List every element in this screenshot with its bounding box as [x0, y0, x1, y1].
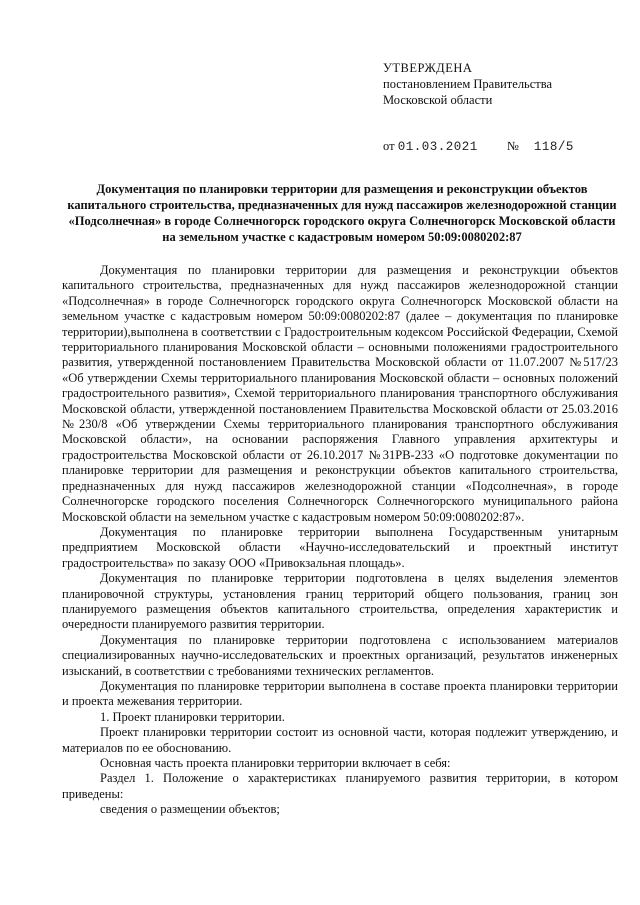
paragraph-purpose: Документация по планировке территории подготовлена в целях выделения элементов планировочной структуры, установления границ территорий общего пользования, границ зон планируемого размещения объектов капитального строительства, определения характеристик и очередности планируемого развития территории. [62, 571, 618, 632]
paragraph-performer: Документация по планировке территории выполнена Государственным унитарным предприятием Московской области «Научно-исследовательский и проектный институт градостроительства» по заказу ООО «Привокзальная площадь». [62, 524, 618, 570]
paragraph-composition: Документация по планировке территории выполнена в составе проекта планировки территории и проекта межевания территории. [62, 678, 618, 709]
decree-number-sign: № [506, 139, 519, 153]
decree-from-label: от [383, 139, 395, 153]
approval-line-1: постановлением Правительства [383, 77, 553, 91]
decree-reference [383, 138, 574, 155]
paragraph-plan-structure: Проект планировки территории состоит из основной части, которая подлежит утверждению, и материалов по ее обоснованию. [62, 725, 618, 755]
document-body [62, 263, 618, 818]
approved-heading: УТВЕРЖДЕНА [383, 61, 473, 75]
decree-date: 01.03.2021 [397, 140, 478, 154]
approval-stamp [383, 60, 552, 108]
paragraph-section-1: Раздел 1. Положение о характеристиках планируемого развития территории, в котором приведены: [62, 771, 618, 801]
paragraph-objects-info: сведения о размещении объектов; [100, 802, 280, 817]
list-item-project-plan: 1. Проект планировки территории. [100, 709, 285, 724]
paragraph-materials: Документация по планировке территории подготовлена с использованием материалов специализированных научно-исследовательских и проектных организаций, результатов инженерных изысканий, в соответствии с требованиями технических регламентов. [62, 632, 618, 678]
decree-number: 118/5 [533, 140, 574, 154]
document-title: Документация по планировки территории для размещения и реконструкции объектов капитального строительства, предназначенных для нужд пассажиров железнодорожной станции «Подсолнечная» в городе Солнечногорск городского округа Солнечногорск Московской области на земельном участке с кадастровым номером 50:09:0080202:87 [67, 182, 617, 244]
paragraph-basis: Документация по планировки территории для размещения и реконструкции объектов капитального строительства, предназначенных для нужд пассажиров железнодорожной станции «Подсолнечная» в городе Солнечногорск городского округа Солнечногорск Московской области на земельном участке с кадастровым номером 50:09:0080202:87 (далее – документация по планировке территории),выполнена в соответствии с Градостроительным кодексом Российской Федерации, Схемой территориального планирования Московской области – основными положениями градостроительного развития, утвержденной постановлением Правительства Московской области от 11.07.2007 №517/23 «Об утверждении Схемы территориального планирования Московской области – основных положений градостроительного развития», Схемой территориального планирования транспортного обслуживания Московской области, утвержденной постановлением Правительства Московской области от 25.03.2016 №230/8 «Об утверждении Схемы территориального планирования транспортного обслуживания Московской области», на основании распоряжения Главного управления архитектуры и градостроительства Московской области от 26.10.2017 №31РВ-233 «О подготовке документации по планировке территории для размещения и реконструкции объектов капитального строительства, предназначенных для нужд пассажиров железнодорожной станции «Подсолнечная», в городе Солнечногорске городского поселения Солнечногорск Солнечногорского муниципального района Московской области на земельном участке с кадастровым номером 50:09:0080202:87». [62, 263, 618, 524]
paragraph-main-part: Основная часть проекта планировки территории включает в себя: [100, 756, 451, 770]
approval-line-2: Московской области [383, 93, 493, 107]
